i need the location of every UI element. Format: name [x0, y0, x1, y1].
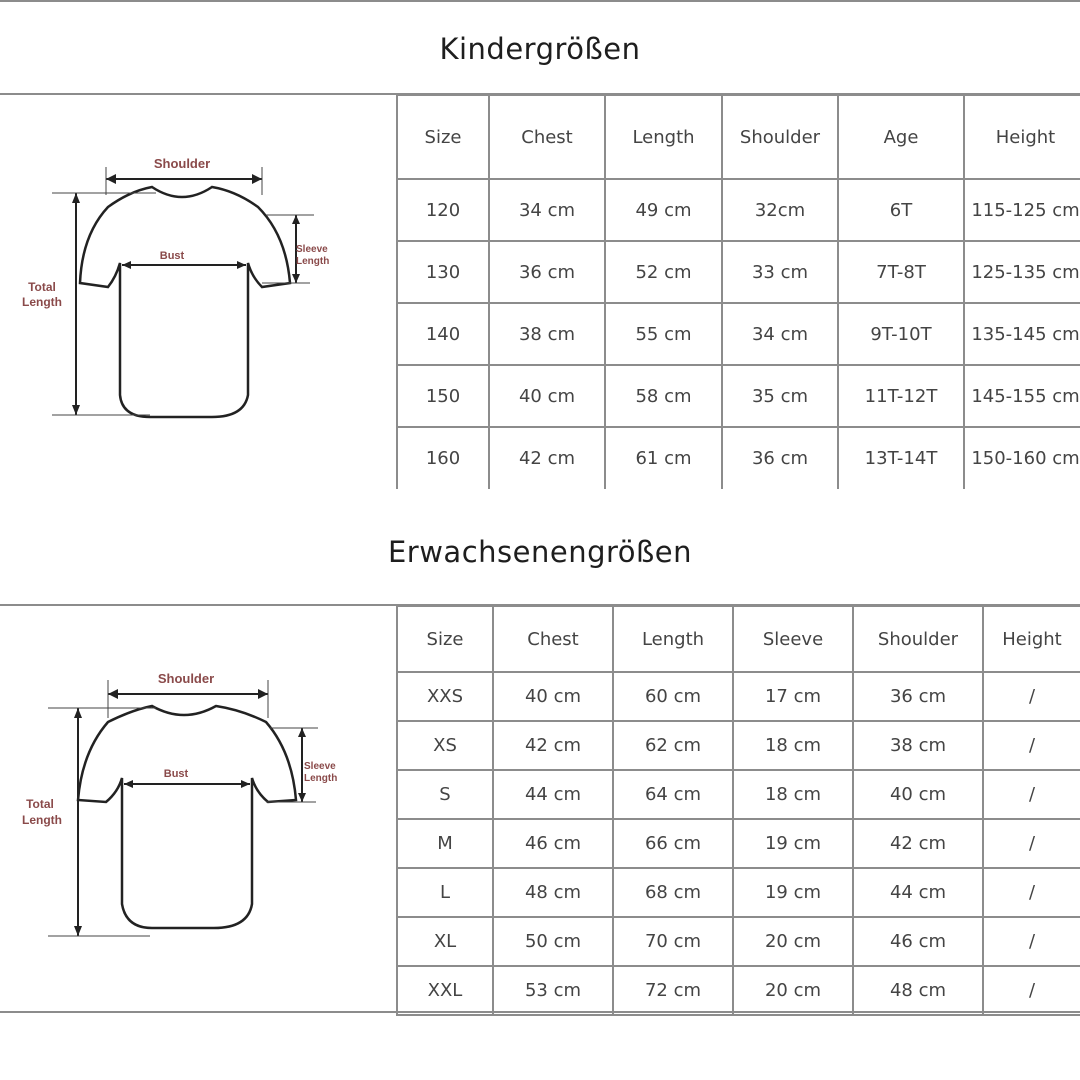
kids-cell-shoulder: 32cm: [722, 179, 838, 241]
adults-cell-length: 66 cm: [613, 819, 733, 868]
adults-cell-size: XL: [397, 917, 493, 966]
kids-cell-chest: 34 cm: [489, 179, 605, 241]
kids-cell-chest: 40 cm: [489, 365, 605, 427]
kids-cell-size: 160: [397, 427, 489, 489]
adults-cell-shoulder: 44 cm: [853, 868, 983, 917]
kids-bust-label: Bust: [159, 250, 185, 262]
table-row: [397, 241, 1080, 303]
adults-cell-shoulder: 42 cm: [853, 819, 983, 868]
kids-cell-height: 125-135 cm: [964, 241, 1080, 303]
kids-cell-length: 61 cm: [605, 427, 722, 489]
adults-cell-length: 68 cm: [613, 868, 733, 917]
adults-cell-shoulder: 40 cm: [853, 770, 983, 819]
table-row: [397, 966, 1080, 1015]
kids-header-chest: Chest: [489, 95, 605, 179]
kids-header-height: Height: [964, 95, 1080, 179]
kids-cell-length: 58 cm: [605, 365, 722, 427]
kids-title: Kindergrößen: [439, 32, 641, 66]
adults-cell-sleeve: 18 cm: [733, 770, 853, 819]
adults-cell-shoulder: 36 cm: [853, 672, 983, 721]
adults-cell-sleeve: 18 cm: [733, 721, 853, 770]
adults-cell-sleeve: 20 cm: [733, 966, 853, 1015]
kids-cell-size: 140: [397, 303, 489, 365]
kids-header-age: Age: [838, 95, 964, 179]
table-row: [397, 303, 1080, 365]
adults-cell-shoulder: 38 cm: [853, 721, 983, 770]
kids-sleeve-label-1: Sleeve: [296, 244, 328, 255]
kids-cell-shoulder: 36 cm: [722, 427, 838, 489]
adults-cell-chest: 50 cm: [493, 917, 613, 966]
adults-cell-chest: 44 cm: [493, 770, 613, 819]
adults-cell-height: /: [983, 868, 1080, 917]
kids-header-shoulder: Shoulder: [722, 95, 838, 179]
kids-cell-age: 11T-12T: [838, 365, 964, 427]
kids-cell-height: 150-160 cm: [964, 427, 1080, 489]
adults-cell-chest: 48 cm: [493, 868, 613, 917]
adults-cell-length: 62 cm: [613, 721, 733, 770]
table-row: [397, 868, 1080, 917]
kids-cell-height: 135-145 cm: [964, 303, 1080, 365]
kids-cell-height: 115-125 cm: [964, 179, 1080, 241]
kids-tshirt-diagram: [0, 95, 396, 487]
kids-size-table: [396, 94, 1080, 489]
kids-cell-length: 52 cm: [605, 241, 722, 303]
kids-cell-length: 49 cm: [605, 179, 722, 241]
adults-cell-shoulder: 46 cm: [853, 917, 983, 966]
table-row: [397, 819, 1080, 868]
kids-cell-length: 55 cm: [605, 303, 722, 365]
kids-header-row: [397, 95, 1080, 179]
kids-total-label-1: Total: [28, 280, 56, 294]
kids-cell-size: 130: [397, 241, 489, 303]
adults-cell-size: S: [397, 770, 493, 819]
table-row: [397, 770, 1080, 819]
kids-tshirt-outline: [80, 187, 290, 417]
kids-cell-age: 13T-14T: [838, 427, 964, 489]
kids-cell-shoulder: 34 cm: [722, 303, 838, 365]
adults-cell-chest: 42 cm: [493, 721, 613, 770]
table-row: [397, 427, 1080, 489]
adults-header-chest: Chest: [493, 606, 613, 672]
adults-tshirt-diagram: [0, 606, 396, 1012]
adults-cell-sleeve: 19 cm: [733, 868, 853, 917]
adults-cell-size: M: [397, 819, 493, 868]
adults-sleeve-label-2: Length: [304, 773, 338, 784]
table-row: [397, 917, 1080, 966]
adults-cell-height: /: [983, 917, 1080, 966]
kids-total-label-2: Length: [22, 295, 62, 309]
table-row: [397, 721, 1080, 770]
kids-cell-size: 120: [397, 179, 489, 241]
adults-cell-length: 70 cm: [613, 917, 733, 966]
adults-tshirt-outline: [78, 706, 296, 928]
kids-cell-age: 6T: [838, 179, 964, 241]
table-row: [397, 672, 1080, 721]
adults-cell-length: 72 cm: [613, 966, 733, 1015]
kids-header-size: Size: [397, 95, 489, 179]
adults-cell-size: XXL: [397, 966, 493, 1015]
kids-cell-height: 145-155 cm: [964, 365, 1080, 427]
adults-cell-sleeve: 19 cm: [733, 819, 853, 868]
kids-cell-age: 9T-10T: [838, 303, 964, 365]
kids-cell-chest: 36 cm: [489, 241, 605, 303]
adults-cell-sleeve: 20 cm: [733, 917, 853, 966]
adults-total-label-1: Total: [26, 797, 54, 811]
top-border: [0, 0, 1080, 2]
adults-cell-sleeve: 17 cm: [733, 672, 853, 721]
adults-bust-label: Bust: [163, 768, 189, 780]
table-row: [397, 179, 1080, 241]
kids-cell-shoulder: 33 cm: [722, 241, 838, 303]
adults-cell-size: XS: [397, 721, 493, 770]
adults-cell-height: /: [983, 770, 1080, 819]
adults-cell-length: 64 cm: [613, 770, 733, 819]
adults-header-shoulder: Shoulder: [853, 606, 983, 672]
kids-cell-age: 7T-8T: [838, 241, 964, 303]
adults-header-row: [397, 606, 1080, 672]
adults-cell-shoulder: 48 cm: [853, 966, 983, 1015]
adults-cell-chest: 53 cm: [493, 966, 613, 1015]
adults-bottom-border: [0, 1011, 1080, 1013]
kids-cell-chest: 38 cm: [489, 303, 605, 365]
adults-total-label-2: Length: [22, 813, 62, 827]
adults-cell-height: /: [983, 966, 1080, 1015]
adults-cell-chest: 40 cm: [493, 672, 613, 721]
kids-cell-chest: 42 cm: [489, 427, 605, 489]
adults-cell-size: XXS: [397, 672, 493, 721]
adults-cell-length: 60 cm: [613, 672, 733, 721]
adults-size-table: [396, 605, 1080, 1016]
kids-header-length: Length: [605, 95, 722, 179]
kids-cell-size: 150: [397, 365, 489, 427]
table-row: [397, 365, 1080, 427]
adults-title: Erwachsenengrößen: [387, 535, 693, 569]
adults-shoulder-label: Shoulder: [157, 671, 215, 686]
adults-cell-size: L: [397, 868, 493, 917]
adults-header-height: Height: [983, 606, 1080, 672]
adults-cell-height: /: [983, 819, 1080, 868]
kids-cell-shoulder: 35 cm: [722, 365, 838, 427]
adults-sleeve-label-1: Sleeve: [304, 761, 336, 772]
adults-cell-height: /: [983, 672, 1080, 721]
adults-header-sleeve: Sleeve: [733, 606, 853, 672]
adults-header-size: Size: [397, 606, 493, 672]
adults-cell-chest: 46 cm: [493, 819, 613, 868]
kids-sleeve-label-2: Length: [296, 256, 330, 267]
adults-cell-height: /: [983, 721, 1080, 770]
adults-header-length: Length: [613, 606, 733, 672]
kids-shoulder-label: Shoulder: [153, 156, 211, 171]
